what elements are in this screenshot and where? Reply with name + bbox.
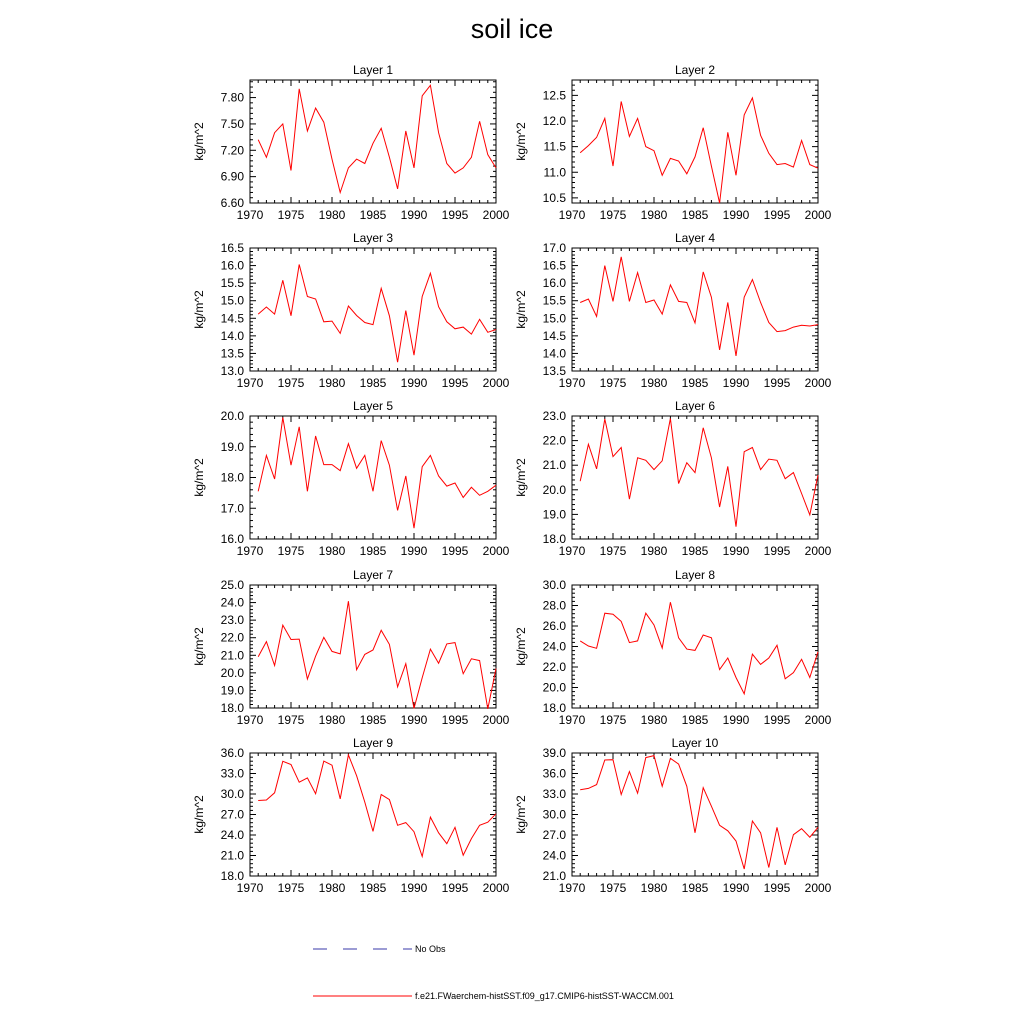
y-tick-label: 15.5: [542, 293, 566, 308]
x-tick-label: 1995: [441, 376, 469, 390]
panel-10: [514, 736, 832, 895]
x-tick-label: 1985: [681, 713, 709, 727]
y-tick-label: 13.5: [220, 346, 244, 361]
x-tick-label: 1980: [640, 713, 668, 727]
x-tick-label: 1970: [558, 544, 586, 558]
x-tick-label: 1970: [236, 713, 264, 727]
series-line: [580, 98, 818, 203]
x-tick-label: 2000: [804, 544, 832, 558]
x-tick-label: 1970: [558, 881, 586, 895]
y-tick-label: 21.0: [542, 869, 566, 883]
x-tick-label: 1980: [318, 376, 346, 390]
y-tick-label: 21.0: [542, 458, 566, 473]
y-tick-label: 19.0: [542, 507, 566, 522]
x-tick-label: 1975: [277, 208, 305, 222]
y-tick-label: 20.0: [542, 482, 566, 497]
y-tick-label: 23.0: [542, 409, 566, 423]
x-tick-label: 1975: [277, 713, 305, 727]
x-tick-label: 1975: [599, 208, 627, 222]
x-tick-label: 2000: [804, 376, 832, 390]
figure-title: soil ice: [470, 14, 554, 44]
plot-frame: [250, 753, 496, 876]
x-tick-label: 1995: [763, 544, 791, 558]
x-tick-label: 2000: [482, 544, 510, 558]
x-tick-label: 1975: [277, 544, 305, 558]
panel-4: [514, 231, 832, 390]
y-tick-label: 27.0: [542, 828, 566, 842]
plot-frame: [572, 585, 818, 708]
y-tick-label: 36.0: [542, 766, 566, 781]
y-tick-label: 20.0: [542, 680, 566, 695]
y-tick-label: 7.80: [220, 90, 244, 105]
legend-model-label: f.e21.FWaerchem-histSST.f09_g17.CMIP6-histSST-WACCM.001: [415, 991, 674, 1001]
panel-9: [192, 736, 510, 895]
x-tick-label: 1975: [599, 544, 627, 558]
y-axis-label: kg/m^2: [192, 290, 206, 329]
y-tick-label: 18.0: [220, 701, 244, 715]
series-line: [580, 756, 818, 869]
panel-1: [192, 63, 510, 222]
y-tick-label: 7.20: [220, 143, 244, 158]
y-tick-label: 7.50: [220, 116, 244, 131]
y-axis-label: kg/m^2: [514, 290, 528, 329]
series-line: [580, 257, 818, 356]
y-tick-label: 18.0: [542, 532, 566, 546]
x-tick-label: 1990: [722, 713, 750, 727]
y-axis-label: kg/m^2: [514, 627, 528, 666]
x-tick-label: 2000: [482, 713, 510, 727]
y-tick-label: 11.0: [543, 165, 566, 180]
y-tick-label: 6.90: [220, 169, 244, 184]
y-tick-label: 33.0: [542, 787, 566, 801]
x-tick-label: 1970: [558, 208, 586, 222]
y-tick-label: 23.0: [220, 613, 244, 628]
x-tick-label: 1980: [318, 881, 346, 895]
x-tick-label: 1985: [681, 376, 709, 390]
x-tick-label: 1970: [558, 713, 586, 727]
y-tick-label: 30.0: [542, 807, 566, 822]
x-tick-label: 1975: [277, 376, 305, 390]
y-tick-label: 39.0: [542, 746, 566, 760]
y-tick-label: 13.5: [542, 364, 566, 378]
panel-title: Layer 5: [352, 399, 394, 413]
y-tick-label: 25.0: [220, 578, 244, 592]
y-axis-label: kg/m^2: [192, 795, 206, 834]
x-tick-label: 1990: [400, 713, 428, 727]
plot-frame: [250, 80, 496, 203]
panel-title: Layer 2: [674, 63, 716, 77]
plot-frame: [572, 753, 818, 876]
y-tick-label: 10.5: [542, 190, 566, 205]
x-tick-label: 1985: [359, 376, 387, 390]
y-axis-label: kg/m^2: [514, 122, 528, 161]
panel-8: [514, 568, 832, 727]
series-line: [258, 265, 496, 363]
y-tick-label: 12.0: [542, 114, 566, 128]
y-tick-label: 24.0: [220, 828, 244, 842]
y-tick-label: 27.0: [220, 807, 244, 822]
y-tick-label: 24.0: [542, 848, 566, 863]
y-axis-label: kg/m^2: [514, 795, 528, 834]
y-tick-label: 20.0: [220, 409, 244, 423]
y-tick-label: 16.0: [220, 532, 244, 546]
x-tick-label: 1985: [681, 208, 709, 222]
x-tick-label: 1985: [681, 544, 709, 558]
y-tick-label: 13.0: [220, 364, 244, 378]
y-tick-label: 14.0: [220, 328, 244, 343]
x-tick-label: 1995: [763, 881, 791, 895]
x-tick-label: 1985: [359, 208, 387, 222]
y-tick-label: 14.5: [220, 311, 244, 326]
x-tick-label: 1995: [763, 376, 791, 390]
y-axis-label: kg/m^2: [192, 122, 206, 161]
series-line: [258, 418, 496, 529]
x-tick-label: 1980: [640, 544, 668, 558]
legend-obs-label: No Obs: [415, 944, 446, 954]
x-tick-label: 1980: [640, 208, 668, 222]
y-axis-label: kg/m^2: [192, 627, 206, 666]
y-tick-label: 16.5: [220, 241, 244, 255]
x-tick-label: 1980: [640, 881, 668, 895]
panel-7: [192, 568, 510, 727]
x-tick-label: 1990: [400, 544, 428, 558]
y-tick-label: 22.0: [542, 660, 566, 674]
x-tick-label: 1990: [722, 376, 750, 390]
x-tick-label: 1985: [681, 881, 709, 895]
y-tick-label: 15.0: [542, 311, 566, 326]
x-tick-label: 2000: [804, 208, 832, 222]
panel-title: Layer 9: [352, 736, 394, 750]
panel-title: Layer 3: [352, 231, 394, 245]
panel-title: Layer 8: [674, 568, 716, 582]
y-tick-label: 21.0: [220, 848, 244, 863]
y-tick-label: 14.0: [542, 346, 566, 361]
plot-frame: [572, 416, 818, 539]
x-tick-label: 1985: [359, 544, 387, 558]
panel-title: Layer 6: [674, 399, 716, 413]
y-tick-label: 19.0: [220, 439, 244, 454]
y-tick-label: 30.0: [542, 578, 566, 592]
x-tick-label: 1995: [763, 208, 791, 222]
panel-title: Layer 7: [352, 568, 394, 582]
x-tick-label: 1990: [400, 881, 428, 895]
x-tick-label: 1980: [318, 208, 346, 222]
series-line: [258, 601, 496, 709]
y-tick-label: 18.0: [220, 470, 244, 485]
y-tick-label: 17.0: [220, 501, 244, 516]
panel-title: Layer 1: [352, 63, 394, 77]
x-tick-label: 2000: [482, 881, 510, 895]
y-tick-label: 16.5: [542, 258, 566, 273]
panel-title: Layer 4: [674, 231, 716, 245]
plot-frame: [250, 416, 496, 539]
y-tick-label: 36.0: [220, 746, 244, 760]
y-tick-label: 22.0: [542, 433, 566, 448]
x-tick-label: 1970: [558, 376, 586, 390]
panel-2: [514, 63, 832, 222]
y-axis-label: kg/m^2: [192, 458, 206, 497]
x-tick-label: 1980: [318, 544, 346, 558]
x-tick-label: 1990: [400, 376, 428, 390]
y-tick-label: 11.5: [543, 139, 566, 154]
x-tick-label: 2000: [482, 208, 510, 222]
x-tick-label: 1970: [236, 544, 264, 558]
x-tick-label: 1995: [763, 713, 791, 727]
panel-title: Layer 10: [671, 736, 719, 750]
x-tick-label: 1975: [277, 881, 305, 895]
panel-5: [192, 399, 510, 558]
y-tick-label: 6.60: [220, 196, 244, 210]
y-tick-label: 21.0: [220, 648, 244, 663]
x-tick-label: 1990: [722, 208, 750, 222]
series-line: [580, 602, 818, 694]
x-tick-label: 1985: [359, 881, 387, 895]
y-tick-label: 19.0: [220, 683, 244, 698]
y-tick-label: 16.0: [542, 276, 566, 291]
series-line: [258, 755, 496, 857]
x-tick-label: 1985: [359, 713, 387, 727]
series-line: [580, 419, 818, 527]
x-tick-label: 2000: [804, 713, 832, 727]
y-tick-label: 20.0: [220, 665, 244, 680]
x-tick-label: 1970: [236, 376, 264, 390]
y-tick-label: 14.5: [542, 328, 566, 343]
legend: [313, 944, 674, 1001]
x-tick-label: 1995: [441, 713, 469, 727]
y-tick-label: 18.0: [542, 701, 566, 715]
plot-frame: [250, 585, 496, 708]
y-axis-label: kg/m^2: [514, 458, 528, 497]
series-line: [258, 85, 496, 192]
x-tick-label: 1980: [640, 376, 668, 390]
y-tick-label: 22.0: [220, 630, 244, 645]
y-tick-label: 24.0: [220, 595, 244, 610]
x-tick-label: 1975: [599, 376, 627, 390]
y-tick-label: 26.0: [542, 619, 566, 633]
panel-3: [192, 231, 510, 390]
y-tick-label: 15.5: [220, 276, 244, 291]
y-tick-label: 18.0: [220, 869, 244, 883]
plot-frame: [250, 248, 496, 371]
x-tick-label: 1975: [599, 881, 627, 895]
x-tick-label: 1995: [441, 208, 469, 222]
y-tick-label: 30.0: [220, 787, 244, 801]
x-tick-label: 1980: [318, 713, 346, 727]
y-tick-label: 16.0: [220, 258, 244, 273]
plot-frame: [572, 248, 818, 371]
x-tick-label: 2000: [804, 881, 832, 895]
x-tick-label: 1990: [722, 544, 750, 558]
panel-6: [514, 399, 832, 558]
x-tick-label: 1990: [400, 208, 428, 222]
y-tick-label: 17.0: [542, 241, 566, 255]
x-tick-label: 1990: [722, 881, 750, 895]
x-tick-label: 1970: [236, 881, 264, 895]
x-tick-label: 1995: [441, 544, 469, 558]
x-tick-label: 1995: [441, 881, 469, 895]
x-tick-label: 2000: [482, 376, 510, 390]
x-tick-label: 1970: [236, 208, 264, 222]
y-tick-label: 15.0: [220, 293, 244, 308]
x-tick-label: 1975: [599, 713, 627, 727]
y-tick-label: 33.0: [220, 766, 244, 781]
y-tick-label: 24.0: [542, 639, 566, 654]
y-tick-label: 12.5: [542, 88, 566, 103]
y-tick-label: 28.0: [542, 598, 566, 613]
